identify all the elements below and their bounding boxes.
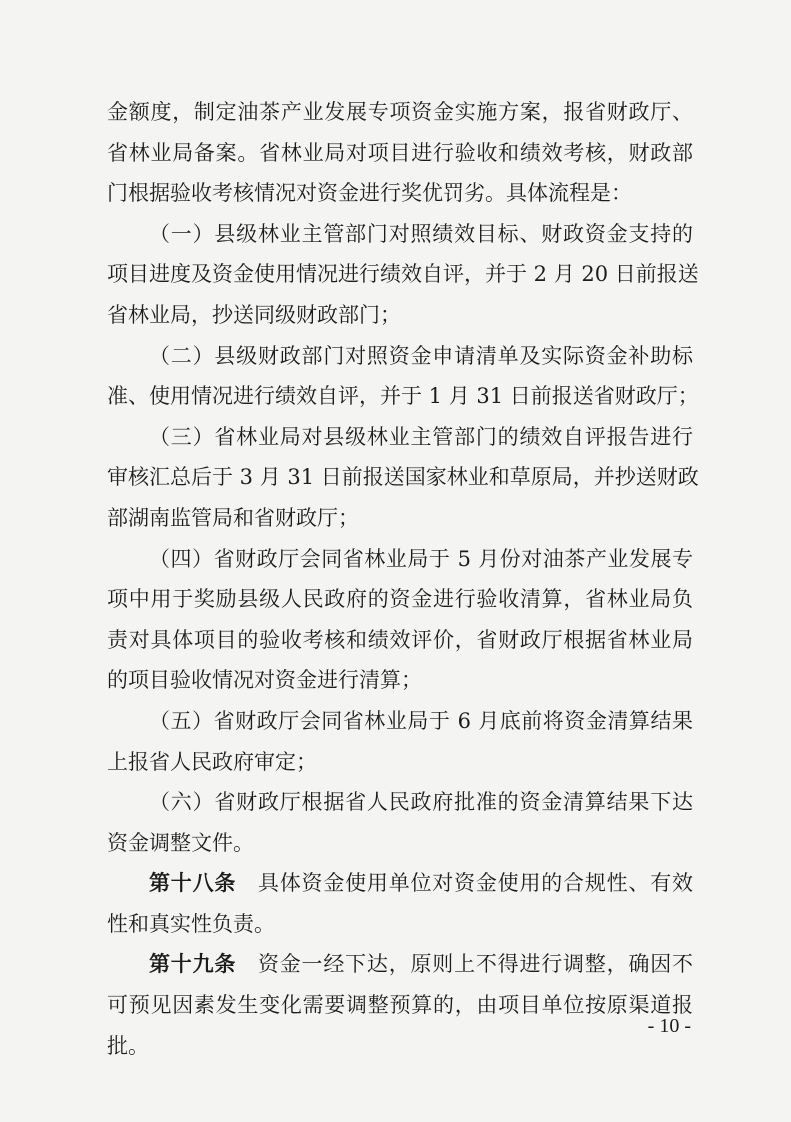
text-line: 准、使用情况进行绩效自评，并于 1 月 31 日前报送省财政厅； <box>107 384 699 409</box>
text-line: 可预见因素发生变化需要调整预算的，由项目单位按原渠道报 <box>107 993 693 1018</box>
article-18-text: 具体资金使用单位对资金使用的合规性、有效 <box>257 871 694 896</box>
article-19-text: 资金一经下达，原则上不得进行调整，确因不 <box>257 952 694 977</box>
text-line: 省林业局，抄送同级财政部门； <box>107 302 401 327</box>
text-line: 项目进度及资金使用情况进行绩效自评，并于 2 月 20 日前报送 <box>107 262 699 287</box>
text-line: 资金调整文件。 <box>107 830 254 855</box>
article-19-heading: 第十九条 <box>149 952 237 977</box>
text-line: 省林业局备案。省林业局对项目进行验收和绩效考核，财政部 <box>107 140 693 165</box>
list-item-text-line: （二）县级财政部门对照资金申请清单及实际资金补助标 <box>149 343 693 368</box>
document-body <box>107 92 699 1066</box>
text-line: 审核汇总后于 3 月 31 日前报送国家林业和草原局，并抄送财政 <box>107 465 699 490</box>
list-item-text-line: （五）省财政厅会同省林业局于 6 月底前将资金清算结果 <box>149 708 693 733</box>
text-line: 批。 <box>107 1033 149 1058</box>
text-line: 部湖南监管局和省财政厅； <box>107 505 359 530</box>
text-line: 上报省人民政府审定； <box>107 749 317 774</box>
list-item-text-line: （六）省财政厅根据省人民政府批准的资金清算结果下达 <box>149 790 693 815</box>
list-item-text-line: （三）省林业局对县级林业主管部门的绩效自评报告进行 <box>149 424 693 449</box>
list-item-text-line: （四）省财政厅会同省林业局于 5 月份对油茶产业发展专 <box>149 546 693 571</box>
text-line: 的项目验收情况对资金进行清算； <box>107 668 422 693</box>
article-19-line <box>107 944 693 985</box>
list-item-text-line: （一）县级林业主管部门对照绩效目标、财政资金支持的 <box>149 221 693 246</box>
text-line: 项中用于奖励县级人民政府的资金进行验收清算，省林业局负 <box>107 587 693 612</box>
text-line: 性和真实性负责。 <box>107 911 275 936</box>
text-line: 门根据验收考核情况对资金进行奖优罚劣。具体流程是： <box>107 181 632 206</box>
article-18-heading: 第十八条 <box>149 871 237 896</box>
text-line: 责对具体项目的验收考核和绩效评价，省财政厅根据省林业局 <box>107 627 693 652</box>
article-18-line <box>107 863 693 904</box>
page-number: - 10 - <box>647 1015 691 1037</box>
text-line: 金额度，制定油茶产业发展专项资金实施方案，报省财政厅、 <box>107 100 693 124</box>
